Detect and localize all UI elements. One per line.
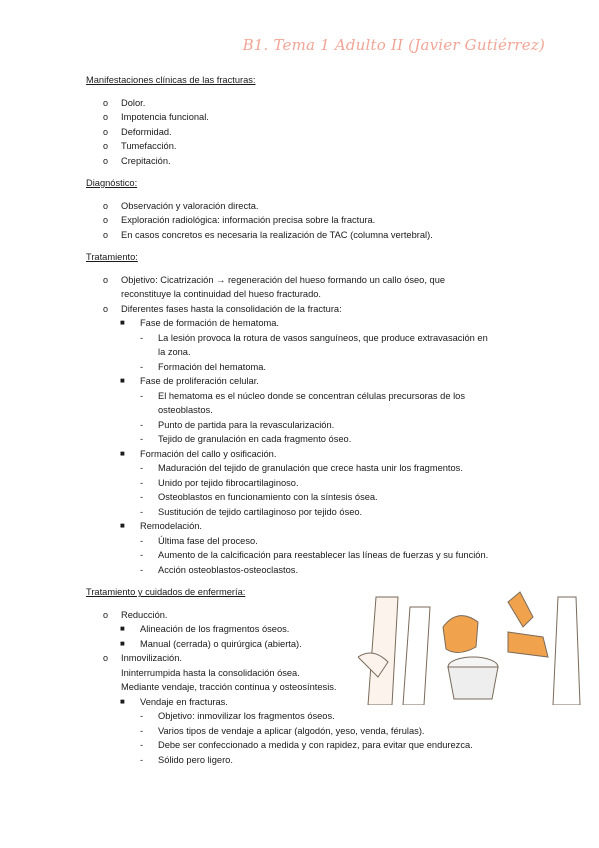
section-manifestaciones — [86, 73, 526, 168]
list-item: - Varios tipos de vendaje a aplicar (algodón, yeso, venda, férulas). — [140, 725, 425, 736]
list-item: - Sólido pero ligero. — [140, 754, 233, 765]
list-item: - Tejido de granulación en cada fragmento óseo. — [140, 434, 352, 444]
list-item: o Impotencia funcional. — [103, 112, 209, 122]
list-item: - Formación del hematoma. — [140, 361, 266, 372]
list-item: o Diferentes fases hasta la consolidación de la fractura: ■ Fase de formación de hematoma. - La lesión provoca la rotura de vasos sanguíneos, que produce extravasación en la zona. - Formación del hematoma. ■ Fase de proliferación celular. - El hematoma es el núcleo donde se concentran células precursoras de los osteoblastos. - Punto de partida para la revascularización. - Tejido de granulación en cada fragmento óseo. ■ Formación del callo y osificación. - Maduración del tejido de granulación que crece hasta unir los fragmentos. - Unido por tejido fibrocartilaginoso. - Osteoblastos en funcionamiento con la síntesis ósea. - Sustitución de tejido cartilaginoso por tejido óseo. ■ Remodelación. - Última fase del proceso. - Aumento de la calcificación para reestablecer las líneas de fuerzas y su función. - Acción osteoblastos-osteoclastos. — [86, 302, 526, 578]
list-item: - Aumento de la calcificación para reestablecer las líneas de fuerzas y su función. — [140, 550, 489, 560]
page-header-title: B1. Tema 1 Adulto II (Javier Gutiérrez) — [242, 36, 545, 54]
section-diagnostico — [86, 176, 526, 242]
list-item: o Inmovilización. Ininterrumpida hasta la consolidación ósea. Mediante vendaje, tracción continua y osteosíntesis. ■ Vendaje en fracturas. - Objetivo: inmovilizar los fragmentos óseos. - Varios tipos de vendaje a aplicar (algodón, yeso, venda, férulas). - Debe ser confeccionado a medida y con rapidez, para evitar que endurezca. - Sólido pero ligero. — [86, 651, 526, 767]
list-item: - Osteoblastos en funcionamiento con la síntesis ósea. — [140, 492, 378, 502]
list-item: o Tumefacción. — [103, 141, 177, 151]
list-item: ■ Manual (cerrada) o quirúrgica (abierta). — [120, 638, 302, 649]
list-item: o En casos concretos es necesaria la realización de TAC (columna vertebral). — [103, 229, 433, 240]
list-item: - Última fase del proceso. — [140, 535, 258, 546]
heading-diagnostico: Diagnóstico: — [86, 178, 138, 188]
list-diagnostico — [86, 199, 526, 243]
list-item: o Crepitación. — [103, 155, 171, 166]
list-item: - La lesión provoca la rotura de vasos sanguíneos, que produce extravasación en la zona. — [140, 332, 488, 357]
list-item: ■ Fase de proliferación celular. - El hematoma es el núcleo donde se concentran células precursoras de los osteoblastos. - Punto de partida para la revascularización. - Tejido de granulación en cada fragmento óseo. — [86, 374, 526, 447]
list-item: ■ Remodelación. - Última fase del proceso. - Aumento de la calcificación para reestablecer las líneas de fuerzas y su función. - Acción osteoblastos-osteoclastos. — [86, 519, 526, 577]
list-item: ■ Formación del callo y osificación. - Maduración del tejido de granulación que crece hasta unir los fragmentos. - Unido por tejido fibrocartilaginoso. - Osteoblastos en funcionamiento con la síntesis ósea. - Sustitución de tejido cartilaginoso por tejido óseo. — [86, 447, 526, 520]
list-item: - Debe ser confeccionado a medida y con rapidez, para evitar que endurezca. — [140, 740, 473, 750]
list-item: o Exploración radiológica: información precisa sobre la fractura. — [103, 215, 376, 225]
list-item: ■ Alineación de los fragmentos óseos. — [120, 624, 290, 634]
list-manifestaciones — [86, 96, 526, 169]
list-item: ■ Fase de formación de hematoma. - La lesión provoca la rotura de vasos sanguíneos, que produce extravasación en la zona. - Formación del hematoma. — [86, 316, 526, 374]
list-tratamiento — [86, 273, 526, 578]
list-item: - El hematoma es el núcleo donde se concentran células precursoras de los osteoblastos. — [140, 390, 465, 415]
list-item: - Acción osteoblastos-osteoclastos. — [140, 564, 299, 575]
list-item: o Deformidad. — [103, 126, 172, 137]
list-item: o Observación y valoración directa. — [103, 200, 259, 211]
list-item: o Reducción. ■ Alineación de los fragmentos óseos. ■ Manual (cerrada) o quirúrgica (abierta). — [86, 608, 526, 652]
heading-manifestaciones: Manifestaciones clínicas de las fracturas: — [86, 75, 256, 85]
list-item: - Sustitución de tejido cartilaginoso por tejido óseo. — [140, 506, 363, 517]
list-item: - Objetivo: inmovilizar los fragmentos óseos. — [140, 711, 335, 721]
cast-application-illustration — [358, 587, 588, 705]
list-fases — [86, 316, 526, 577]
heading-tratamiento: Tratamiento: — [86, 252, 138, 262]
list-item: - Maduración del tejido de granulación que crece hasta unir los fragmentos. — [140, 463, 463, 473]
list-item: o Objetivo: Cicatrización → regeneración del hueso formando un callo óseo, que reconstituye la continuidad del hueso fracturado. — [103, 274, 446, 299]
list-item: - Unido por tejido fibrocartilaginoso. — [140, 477, 299, 488]
section-tratamiento — [86, 250, 526, 577]
list-item: - Punto de partida para la revascularización. — [140, 419, 335, 430]
list-item: o Dolor. — [103, 97, 146, 108]
heading-cuidados: Tratamiento y cuidados de enfermería: — [86, 587, 246, 597]
list-item: ■ Vendaje en fracturas. - Objetivo: inmovilizar los fragmentos óseos. - Varios tipos de vendaje a aplicar (algodón, yeso, venda, férulas). - Debe ser confeccionado a medida y con rapidez, para evitar que endurezca. - Sólido pero ligero. — [86, 695, 526, 768]
